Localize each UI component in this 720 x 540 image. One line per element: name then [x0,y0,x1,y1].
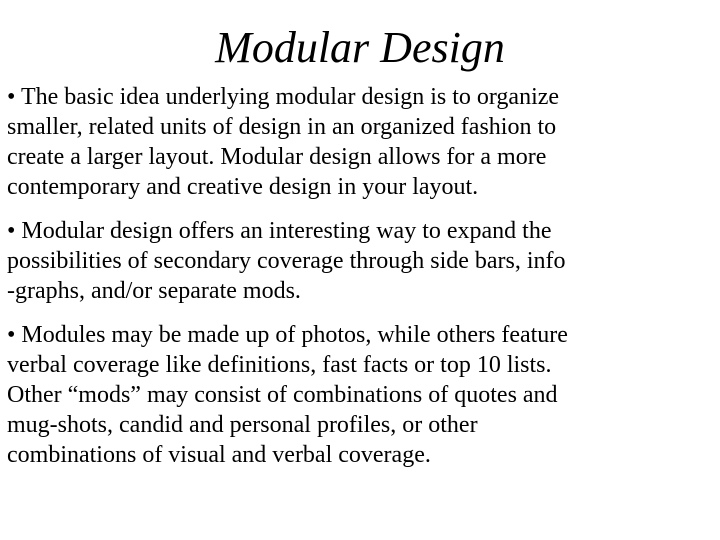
text-line: combinations of visual and verbal coverage. [7,442,431,468]
text-line: contemporary and creative design in your layout. [7,174,479,200]
text-line: possibilities of secondary coverage through side bars, info [7,248,566,274]
text-line: • Modules may be made up of photos, while others feature [7,322,568,348]
text-line: • The basic idea underlying modular design is to organize [7,84,560,110]
slide-title: Modular Design [215,23,505,72]
text-line: smaller, related units of design in an organized fashion to [7,114,557,140]
text-line: mug-shots, candid and personal profiles, or other [7,412,478,438]
text-line: create a larger layout. Modular design allows for a more [7,144,547,170]
text-line: verbal coverage like definitions, fast facts or top 10 lists. [7,352,552,378]
text-line: • Modular design offers an interesting way to expand the [7,218,552,244]
text-line: -graphs, and/or separate mods. [7,278,301,304]
paragraph-basic-idea [7,82,707,202]
text-line: Other “mods” may consist of combinations of quotes and [7,382,558,408]
slide-body [7,82,707,484]
paragraph-secondary-coverage [7,216,707,306]
paragraph-module-types [7,320,707,470]
